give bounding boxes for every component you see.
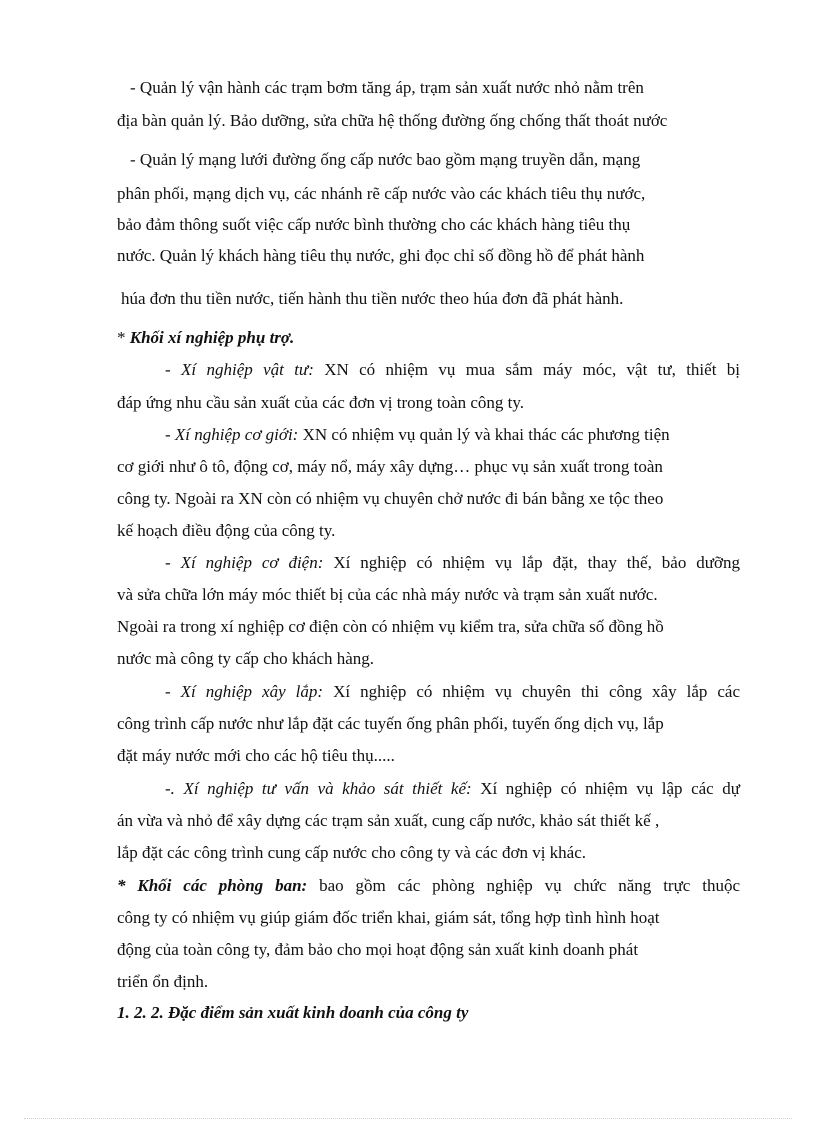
paragraph-line: cơ giới như ô tô, động cơ, máy nổ, máy xây dựng… phục vụ sản xuất trong toàn — [117, 457, 663, 476]
item-lead: - Xí nghiệp cơ giới: — [165, 425, 299, 444]
page-bottom-border — [24, 1118, 792, 1119]
item-text: Xí nghiệp có nhiệm vụ lập các dự — [471, 779, 740, 798]
item-lead: - Xí nghiệp cơ điện: — [165, 553, 324, 572]
paragraph-line: động của toàn công ty, đảm bảo cho mọi hoạt động sản xuất kinh doanh phát — [117, 940, 639, 959]
paragraph-line — [165, 779, 740, 799]
paragraph-line — [165, 425, 670, 445]
paragraph-line: kế hoạch điều động của công ty. — [117, 521, 336, 540]
paragraph-line — [165, 360, 740, 380]
paragraph-line: và sửa chữa lớn máy móc thiết bị của các nhà máy nước và trạm sản xuất nước. — [117, 585, 658, 604]
paragraph-line: phân phối, mạng dịch vụ, các nhánh rẽ cấp nước vào các khách tiêu thụ nước, — [117, 184, 646, 203]
paragraph-line: nước mà công ty cấp cho khách hàng. — [117, 649, 375, 668]
paragraph-line: - Quản lý vận hành các trạm bơm tăng áp, trạm sản xuất nước nhỏ nằm trên — [130, 78, 644, 97]
item-lead: * Khối các phòng ban: — [117, 876, 308, 895]
paragraph-line: công ty. Ngoài ra XN còn có nhiệm vụ chuyên chở nước đi bán bằng xe tộc theo — [117, 489, 664, 508]
paragraph-line: nước. Quản lý khách hàng tiêu thụ nước, ghi đọc chỉ số đồng hồ để phát hành — [117, 246, 645, 265]
paragraph-line: Ngoài ra trong xí nghiệp cơ điện còn có nhiệm vụ kiểm tra, sửa chữa số đồng hồ — [117, 617, 664, 636]
bullet: * — [117, 328, 130, 347]
paragraph-line: công ty có nhiệm vụ giúp giám đốc triển khai, giám sát, tổng hợp tình hình hoạt — [117, 908, 660, 927]
section-heading: 1. 2. 2. Đặc điểm sản xuất kinh doanh của công ty — [117, 1003, 469, 1022]
paragraph-line: đặt máy nước mới cho các hộ tiêu thụ..... — [117, 746, 395, 765]
paragraph-line — [117, 876, 740, 896]
item-text: Xí nghiệp có nhiệm vụ chuyên thi công xây lắp các — [323, 682, 741, 701]
item-text: XN có nhiệm vụ mua sắm máy móc, vật tư, thiết bị — [313, 360, 740, 379]
paragraph-line: lắp đặt các công trình cung cấp nước cho công ty và các đơn vị khác. — [117, 843, 587, 862]
section-title: Khối xí nghiệp phụ trợ. — [129, 328, 295, 347]
paragraph-line: triển ổn định. — [117, 972, 209, 991]
item-text: XN có nhiệm vụ quản lý và khai thác các phương tiện — [298, 425, 670, 444]
paragraph-line: đáp ứng nhu cầu sản xuất của các đơn vị trong toàn công ty. — [117, 393, 525, 412]
paragraph-line: địa bàn quản lý. Bảo dưỡng, sửa chữa hệ thống đường ống chống thất thoát nước — [117, 111, 668, 130]
paragraph-line: bảo đảm thông suốt việc cấp nước bình thường cho các khách hàng tiêu thụ — [117, 215, 631, 234]
paragraph-line: húa đơn thu tiền nước, tiến hành thu tiền nước theo húa đơn đã phát hành. — [121, 289, 624, 308]
paragraph-line: - Quản lý mạng lưới đường ống cấp nước bao gồm mạng truyền dẫn, mạng — [130, 150, 641, 169]
paragraph-line: án vừa và nhỏ để xây dựng các trạm sản xuất, cung cấp nước, khảo sát thiết kế , — [117, 811, 660, 830]
item-text: bao gồm các phòng nghiệp vụ chức năng trực thuộc — [307, 876, 740, 895]
section-heading — [117, 328, 294, 348]
paragraph-line: công trình cấp nước như lắp đặt các tuyến ống phân phối, tuyến ống dịch vụ, lắp — [117, 714, 664, 733]
paragraph-line — [165, 682, 740, 702]
item-text: Xí nghiệp có nhiệm vụ lắp đặt, thay thế, bảo dưỡng — [323, 553, 740, 572]
item-lead: - Xí nghiệp xây lắp: — [165, 682, 324, 701]
item-lead: -. Xí nghiệp tư vấn và khảo sát thiết kế: — [165, 779, 472, 798]
paragraph-line — [165, 553, 740, 573]
item-lead: - Xí nghiệp vật tư: — [165, 360, 314, 379]
